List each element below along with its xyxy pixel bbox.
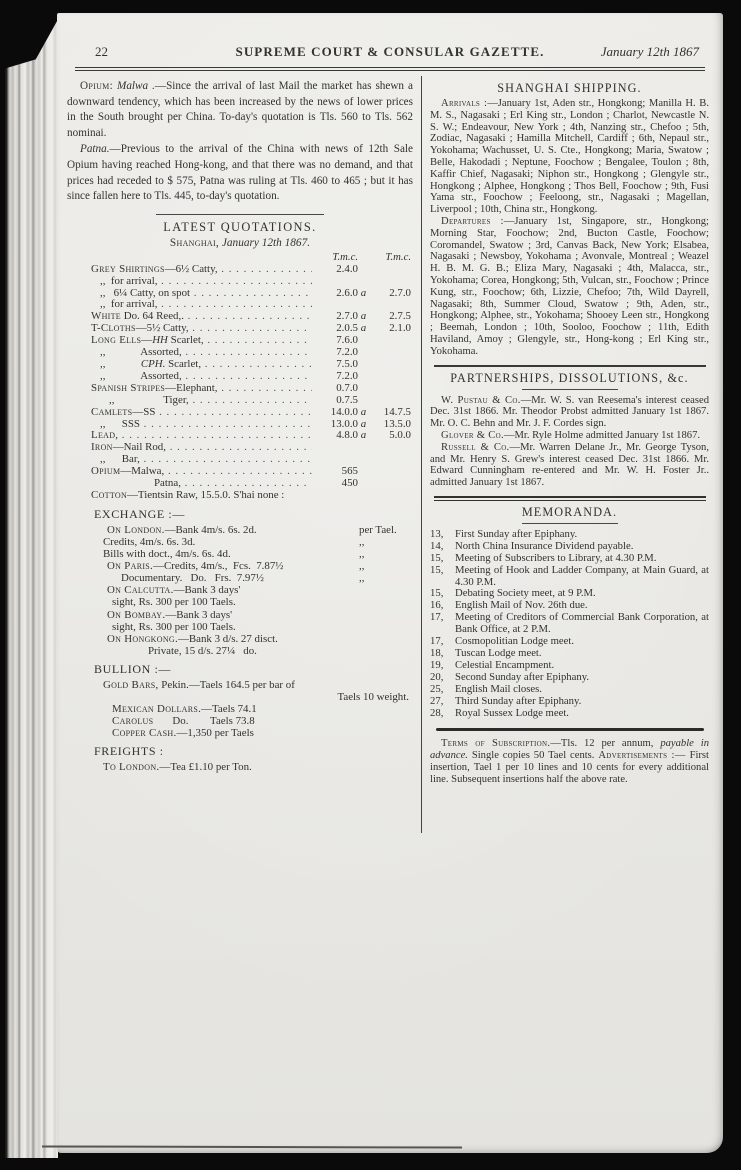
opium-market-report bbox=[67, 79, 413, 205]
paragraph-lead: Russell & Co. bbox=[441, 441, 510, 453]
paragraph-lead: W. Pustau & Co. bbox=[441, 394, 521, 406]
paragraph-lead-italic: Patna. bbox=[80, 143, 110, 156]
value-2: 5.0.0 bbox=[389, 429, 411, 442]
column-header-tmc-1: T.m.c. bbox=[332, 250, 358, 263]
latest-quotations-heading: LATEST QUOTATIONS. bbox=[163, 219, 317, 234]
exchange-row bbox=[94, 596, 413, 608]
dot-leader bbox=[166, 442, 312, 454]
row-smallcaps: To London. bbox=[103, 761, 160, 774]
exchange-row bbox=[94, 609, 413, 621]
partnership-paragraph bbox=[430, 442, 709, 489]
section-rule bbox=[156, 214, 324, 215]
row-text: —Tea £1.10 per Ton. bbox=[159, 761, 252, 774]
per-tael-column: ,, bbox=[359, 548, 365, 561]
row-mid: — bbox=[141, 334, 153, 347]
memoranda-item bbox=[430, 541, 709, 553]
partnership-notices bbox=[430, 395, 709, 489]
dot-leader bbox=[140, 454, 312, 466]
row-text: —1,350 per Taels bbox=[176, 727, 254, 740]
row-label: Patna, bbox=[154, 477, 181, 490]
exchange-row bbox=[94, 621, 413, 633]
memoranda-item bbox=[430, 660, 709, 672]
quotation-row bbox=[91, 395, 411, 407]
memoranda-heading: MEMORANDA. bbox=[521, 504, 618, 519]
memoranda-text: Meeting of Subscribers to Library, at 4.30 P.M. bbox=[455, 551, 657, 564]
row-italic: HH bbox=[152, 334, 168, 347]
bullion-list bbox=[94, 679, 413, 739]
row-label: —Tientsin Raw, 15.5.0. S'hai none : bbox=[127, 488, 285, 501]
column-divider-rule bbox=[421, 76, 422, 833]
value-1: 13.0.0 bbox=[330, 417, 358, 430]
memoranda-text: Meeting of Creditors of Commercial Bank Corporation, at Bank Office, at 2 P.M. bbox=[455, 611, 709, 636]
memoranda-day: 25, bbox=[430, 682, 444, 695]
value-1: 2.6.0 bbox=[336, 286, 358, 299]
memoranda-text: Debating Society meet, at 9 P.M. bbox=[455, 587, 596, 600]
value-connector: a bbox=[360, 286, 367, 299]
row-label: —6½ Catty, bbox=[164, 262, 218, 275]
paragraph-text: —January 1st, Aden str., Hongkong; Manilla H. B. M. S., Nagasaki ; Erl King str., London ; Charlot, Newcastle N. S. W.; Endeavour, New York ; 4th, Nanzing str., Chefoo ; 5th, Zodiac, Nagasaki ; Hamilla Mitchell, Cardiff ; 6th, Nepaul str., Yokohama; Wachusset, U. S. Cte., Hongkong; Maria, Swatow ; Belle, Hakodadi ; Neptune, Foochow ; Bengalee, Toulon ; 8th, Kaffir Chief, Nagasaki; Niphon str., Hongkong ; Glengyle str., Hongkong ; Alphee, Hongkong ; Thos Bell, Foochow ; 9th, Fusi Yama str., Foochow ; Feeloong, str., Nagasaki ; Magellan, Liverpool ; 10th, China str., Hongkong. bbox=[430, 98, 709, 216]
page-header bbox=[75, 44, 705, 64]
paragraph-text: —Mr. W. S. van Reesema's interest ceased Dec. 31st 1866. Mr. Theodor Probst admitted January 1st 1867. Mr. O. C. Behn and Mr. J. F. Cordes sign. bbox=[430, 394, 709, 430]
value-1: 7.5.0 bbox=[336, 358, 358, 370]
value-1: 2.4.0 bbox=[336, 262, 358, 275]
quotation-row bbox=[91, 264, 411, 276]
dot-leader bbox=[189, 395, 312, 407]
row-smallcaps: Long Ells bbox=[91, 334, 142, 347]
row-smallcaps: Opium bbox=[91, 465, 121, 478]
row-text: sight, Rs. 300 per 100 Taels. bbox=[112, 620, 236, 633]
value-connector: a bbox=[360, 417, 367, 430]
memoranda-item bbox=[430, 672, 709, 684]
row-smallcaps: On Hongkong. bbox=[107, 632, 178, 645]
partnerships-heading: PARTNERSHIPS, DISSOLUTIONS, &c. bbox=[450, 370, 689, 385]
quotation-row bbox=[91, 490, 411, 502]
memoranda-item bbox=[430, 684, 709, 696]
exchange-row bbox=[94, 645, 413, 657]
row-smallcaps: Mexican Dollars. bbox=[112, 703, 202, 716]
quotation-row bbox=[91, 276, 411, 288]
memoranda-day: 19, bbox=[430, 658, 444, 671]
memoranda-day: 16, bbox=[430, 599, 444, 612]
quotations-rows bbox=[91, 264, 411, 502]
spacer bbox=[91, 251, 312, 264]
row-text: sight, Rs. 300 per 100 Taels. bbox=[112, 596, 236, 609]
memoranda-text: Cosmopolitian Lodge meet. bbox=[455, 635, 575, 648]
bullion-row bbox=[94, 679, 413, 691]
paragraph bbox=[67, 142, 413, 204]
memoranda-list bbox=[430, 529, 709, 720]
exchange-list bbox=[94, 524, 413, 657]
bullion-heading: BULLION :— bbox=[94, 661, 171, 676]
memoranda-text: Second Sunday after Epiphany. bbox=[455, 670, 590, 683]
value-1: 2.7.0 bbox=[336, 310, 358, 323]
partnership-paragraph bbox=[430, 395, 709, 430]
row-label: —5½ Catty, bbox=[135, 322, 189, 335]
book-page-edges bbox=[5, 16, 58, 1158]
memoranda-day: 14, bbox=[430, 539, 444, 552]
dot-leader bbox=[184, 311, 312, 323]
row-smallcaps: Lead bbox=[91, 429, 116, 442]
exchange-row bbox=[94, 524, 413, 536]
freight-row bbox=[94, 761, 413, 773]
row-label: ,, for arrival, bbox=[100, 274, 158, 287]
dot-leader bbox=[218, 264, 312, 276]
exchange-heading: EXCHANGE :— bbox=[94, 506, 185, 521]
per-tael-column: per Tael. bbox=[359, 523, 397, 536]
value-1: 0.7.5 bbox=[336, 393, 358, 406]
row-italic: CPH. bbox=[140, 358, 166, 370]
subscription-terms bbox=[430, 738, 709, 785]
row-label: Scarlet, bbox=[167, 334, 204, 347]
row-label: Do. 64 Reed,. bbox=[121, 310, 184, 323]
memoranda-day: 13, bbox=[430, 527, 444, 540]
value-2: 2.7.0 bbox=[389, 286, 411, 299]
row-label: ,, Assorted, bbox=[100, 369, 182, 382]
memoranda-day: 18, bbox=[430, 646, 444, 659]
text-segment: Terms of Subscription. bbox=[441, 738, 551, 750]
memoranda-text: North China Insurance Dividend payable. bbox=[455, 539, 634, 552]
row-text: —Taels 74.1 bbox=[201, 703, 257, 716]
exchange-row bbox=[94, 560, 413, 572]
row-label: —Nail Rod, bbox=[112, 441, 166, 454]
memoranda-day: 15, bbox=[430, 563, 444, 576]
row-label: ,, SSS bbox=[100, 417, 140, 430]
memoranda-day: 15, bbox=[430, 551, 444, 564]
dot-leader bbox=[157, 276, 312, 288]
memoranda-item bbox=[430, 612, 709, 636]
issue-date: January 12th 1867 bbox=[600, 44, 699, 59]
paragraph-text: —January 1st, Singapore, str., Hongkong; Morning Star, Foochow; 2nd, Bucton Castle, Foochow; Coromandel, Swatow ; 3rd, Canvas Back, New York; Elsabea, Nagasaki ; Newsboy, Yokohama ; Avonvale, Montreal ; Weazel H. B. M. G. B.; Eliza Mary, Nagasaki ; 4th, Malacca, str., Yokohama; Corea, Hongkong; 5th, Vulcan, str., Foochow ; Prince Kung, str., Foochow; 6th, Lizzie, Chefoo; 7th, Wild Dayrell, Nagasaki; 8th, Summer Cloud, Swatow ; 9th, Aden, str., Hongkong; Alphee, str., Yokohama; Shooey Leen str., Hongkong ; Beemah, London ; 10th, Sooloo, Foochow ; 11th, Edith Haviland, Amoy ; Glengyle, str., Hong-kong ; Erl King str., Yokohama. bbox=[430, 215, 709, 357]
shanghai-shipping-heading: SHANGHAI SHIPPING. bbox=[497, 81, 642, 95]
per-tael-column: ,, bbox=[359, 535, 365, 548]
row-smallcaps: Grey Shirtings bbox=[91, 262, 165, 275]
memoranda-text: Tuscan Lodge meet. bbox=[455, 646, 542, 659]
memoranda-item bbox=[430, 708, 709, 720]
value-connector: a bbox=[360, 310, 367, 323]
memoranda-text: Celestial Encampment. bbox=[455, 658, 555, 671]
section-rule bbox=[434, 496, 706, 501]
paragraph-lead-italic: Malwa . bbox=[113, 80, 155, 92]
dot-leader bbox=[189, 323, 312, 335]
dot-leader bbox=[190, 288, 312, 300]
row-smallcaps: T-Cloths bbox=[91, 322, 136, 335]
right-column bbox=[430, 76, 709, 786]
value-connector: a bbox=[360, 405, 367, 418]
quotations-date: January 12th 1867. bbox=[219, 236, 311, 249]
exchange-row bbox=[94, 584, 413, 596]
paragraph-text: —Previous to the arrival of the China with news of 12th Sale Opium having reached Hong-kong, and that there was no demand, and that prices had receded to $ 575, Patna was ruling at Tls. 460 to 465 ; but it has since fallen here to Tls. 445, to-day's quotation. bbox=[67, 143, 413, 203]
row-smallcaps: On Paris. bbox=[107, 560, 154, 573]
row-label: ,, Assorted, bbox=[100, 346, 182, 359]
row-text: Documentary. Do. Frs. 7.97½ bbox=[121, 572, 264, 585]
row-text: —Bank 3 d/s. 27 disct. bbox=[178, 632, 278, 645]
memoranda-text: Royal Sussex Lodge meet. bbox=[455, 706, 569, 719]
row-label: ,, Bar, bbox=[100, 453, 140, 466]
row-label: Scarlet, bbox=[165, 358, 202, 370]
row-label: —Elephant, bbox=[165, 381, 218, 394]
value-connector: a bbox=[360, 322, 367, 335]
quotation-row bbox=[91, 466, 411, 478]
row-text: —Bank 4m/s. 6s. 2d. bbox=[164, 523, 257, 536]
bullion-row bbox=[94, 715, 413, 727]
gazette-page-scan bbox=[57, 13, 723, 1153]
bullion-row bbox=[94, 691, 413, 703]
row-label: ,, for arrival, bbox=[100, 298, 158, 311]
dot-leader bbox=[218, 383, 313, 395]
spacer bbox=[358, 251, 369, 264]
row-smallcaps: Camlets bbox=[91, 405, 133, 418]
paragraph-text: —Mr. Warren Delane Jr., Mr. George Tyson, and Mr. Henry S. Grew's interest ceased Dec. 31st 1866. Mr. Edward Cunningham re-entered and Mr. W. H. Foster Jr.. admitted January 1st 1867. bbox=[430, 441, 709, 489]
quotation-row bbox=[91, 407, 411, 419]
paragraph-lead: Departures : bbox=[441, 215, 504, 227]
row-text: —Bank 3 days' bbox=[173, 584, 241, 597]
value-2: 2.1.0 bbox=[389, 322, 411, 335]
freights-list bbox=[94, 761, 413, 773]
memoranda-item bbox=[430, 696, 709, 708]
value-2: 13.5.0 bbox=[383, 417, 411, 430]
text-segment: Advertisements :— bbox=[598, 750, 686, 762]
quotation-row bbox=[91, 383, 411, 395]
text-segment: First insertion, Tael 1 per 10 lines and 10 cents for every additional line. Subsequent insertions half the above rate. bbox=[430, 750, 709, 785]
row-label: —SS bbox=[132, 405, 156, 418]
memoranda-text: English Mail of Nov. 26th due. bbox=[455, 599, 588, 612]
memoranda-item bbox=[430, 553, 709, 565]
memoranda-day: 17, bbox=[430, 611, 444, 624]
memoranda-text: First Sunday after Epiphany. bbox=[455, 527, 578, 540]
exchange-row bbox=[94, 536, 413, 548]
row-smallcaps: Cotton bbox=[91, 488, 128, 501]
row-smallcaps: White bbox=[91, 310, 121, 323]
quotations-table bbox=[91, 251, 411, 502]
paragraph-lead: Opium: bbox=[80, 80, 113, 92]
value-1: 4.8.0 bbox=[336, 429, 358, 442]
paragraph-lead: Glover & Co. bbox=[441, 429, 504, 441]
memoranda-text: English Mail closes. bbox=[455, 682, 542, 695]
section-rule bbox=[436, 728, 704, 731]
exchange-row bbox=[94, 633, 413, 645]
memoranda-day: 28, bbox=[430, 706, 444, 719]
memoranda-day: 27, bbox=[430, 694, 444, 707]
row-smallcaps: On London. bbox=[107, 523, 165, 536]
row-text: Do. Taels 73.8 bbox=[153, 715, 255, 728]
shipping-reports bbox=[430, 98, 709, 358]
memoranda-day: 15, bbox=[430, 587, 444, 600]
text-segment: payable in advance. bbox=[430, 738, 709, 762]
text-segment: —Tls. 12 per annum, bbox=[550, 738, 661, 750]
partnership-paragraph bbox=[430, 430, 709, 442]
value-1: 7.6.0 bbox=[336, 334, 358, 347]
row-smallcaps: Gold Bars, bbox=[103, 678, 159, 691]
row-smallcaps: Copper Cash. bbox=[112, 727, 177, 740]
section-rule bbox=[434, 365, 706, 367]
row-smallcaps: Spanish Stripes bbox=[91, 381, 166, 394]
exchange-row bbox=[94, 548, 413, 560]
gazette-title: SUPREME COURT & CONSULAR GAZETTE. bbox=[235, 44, 545, 59]
value-1: 7.2.0 bbox=[336, 346, 358, 359]
two-column-layout bbox=[67, 76, 709, 833]
memoranda-day: 20, bbox=[430, 670, 444, 683]
value-1: 565 bbox=[341, 465, 358, 478]
quotations-place: Shanghai, bbox=[169, 236, 220, 249]
memoranda-item bbox=[430, 565, 709, 589]
quotations-dateline bbox=[67, 237, 413, 249]
bullion-row bbox=[94, 703, 413, 715]
freights-heading: FREIGHTS : bbox=[94, 744, 164, 759]
paragraph-lead: Arrivals : bbox=[441, 98, 488, 109]
per-tael-column: ,, bbox=[359, 572, 365, 585]
bullion-row bbox=[94, 727, 413, 739]
value-2: 14.7.5 bbox=[383, 405, 411, 418]
memoranda-text: Third Sunday after Epiphany. bbox=[455, 694, 582, 707]
value-1: 0.7.0 bbox=[336, 381, 358, 394]
memoranda-day: 17, bbox=[430, 635, 444, 648]
row-mid: ,, bbox=[100, 358, 141, 370]
per-tael-column: ,, bbox=[359, 560, 365, 573]
value-2: 2.7.5 bbox=[389, 310, 411, 323]
row-text: —Credits, 4m/s., Fcs. 7.87½ bbox=[153, 560, 284, 573]
value-1: 14.0.0 bbox=[330, 405, 358, 418]
memoranda-text: Meeting of Hook and Ladder Company, at Main Guard, at 4.30 P.M. bbox=[455, 563, 709, 588]
exchange-row bbox=[94, 572, 413, 584]
row-label: ,, 6¼ Catty, on spot bbox=[100, 286, 191, 299]
row-smallcaps: On Calcutta. bbox=[107, 584, 174, 597]
paragraph bbox=[67, 79, 413, 141]
dot-leader bbox=[155, 407, 312, 419]
row-text: Bills with doct., 4m/s. 6s. 4d. bbox=[103, 548, 231, 561]
row-smallcaps: On Bombay. bbox=[107, 608, 166, 621]
text-segment: Single copies 50 Tael cents. bbox=[467, 750, 599, 762]
row-text: —Bank 3 days' bbox=[165, 608, 233, 621]
value-1: 7.2.0 bbox=[336, 369, 358, 382]
row-text: Pekin.—Taels 164.5 per bar of bbox=[158, 678, 295, 691]
paragraph-text: —Mr. Ryle Holme admitted January 1st 1867. bbox=[503, 429, 701, 441]
header-double-rule bbox=[75, 67, 705, 71]
row-text: Private, 15 d/s. 27¼ do. bbox=[148, 644, 257, 657]
row-label: , bbox=[115, 429, 119, 442]
paragraph-text: —Since the arrival of last Mail the market has shewn a downward tendency, which has been increased by the news of lower prices in the South brought per China. To-day's quotation is Tls. 560 to Tls. 562 nominai. bbox=[67, 80, 413, 139]
value-connector: a bbox=[360, 429, 367, 442]
row-text: Credits, 4m/s. 6s. 3d. bbox=[103, 535, 196, 548]
row-label: —Malwa, bbox=[120, 465, 165, 478]
left-column bbox=[67, 76, 413, 773]
page-number: 22 bbox=[95, 44, 108, 59]
dot-leader bbox=[140, 419, 312, 431]
row-label: ,, Tiger, bbox=[109, 393, 189, 406]
dot-leader bbox=[164, 466, 312, 478]
shipping-paragraph bbox=[430, 216, 709, 358]
heading-underline-rule bbox=[522, 389, 618, 390]
value-1: 450 bbox=[341, 477, 358, 490]
shipping-paragraph bbox=[430, 98, 709, 216]
row-text: Taels 10 weight. bbox=[337, 691, 409, 703]
dot-leader bbox=[204, 335, 312, 347]
heading-underline-rule bbox=[522, 523, 618, 524]
quotations-column-headers bbox=[91, 251, 411, 264]
dot-leader bbox=[201, 359, 312, 371]
column-header-tmc-2: T.m.c. bbox=[385, 250, 411, 263]
row-smallcaps: Iron bbox=[91, 441, 113, 454]
dot-leader bbox=[182, 347, 312, 359]
value-1: 2.0.5 bbox=[336, 322, 358, 335]
row-smallcaps: Carolus bbox=[112, 715, 154, 728]
